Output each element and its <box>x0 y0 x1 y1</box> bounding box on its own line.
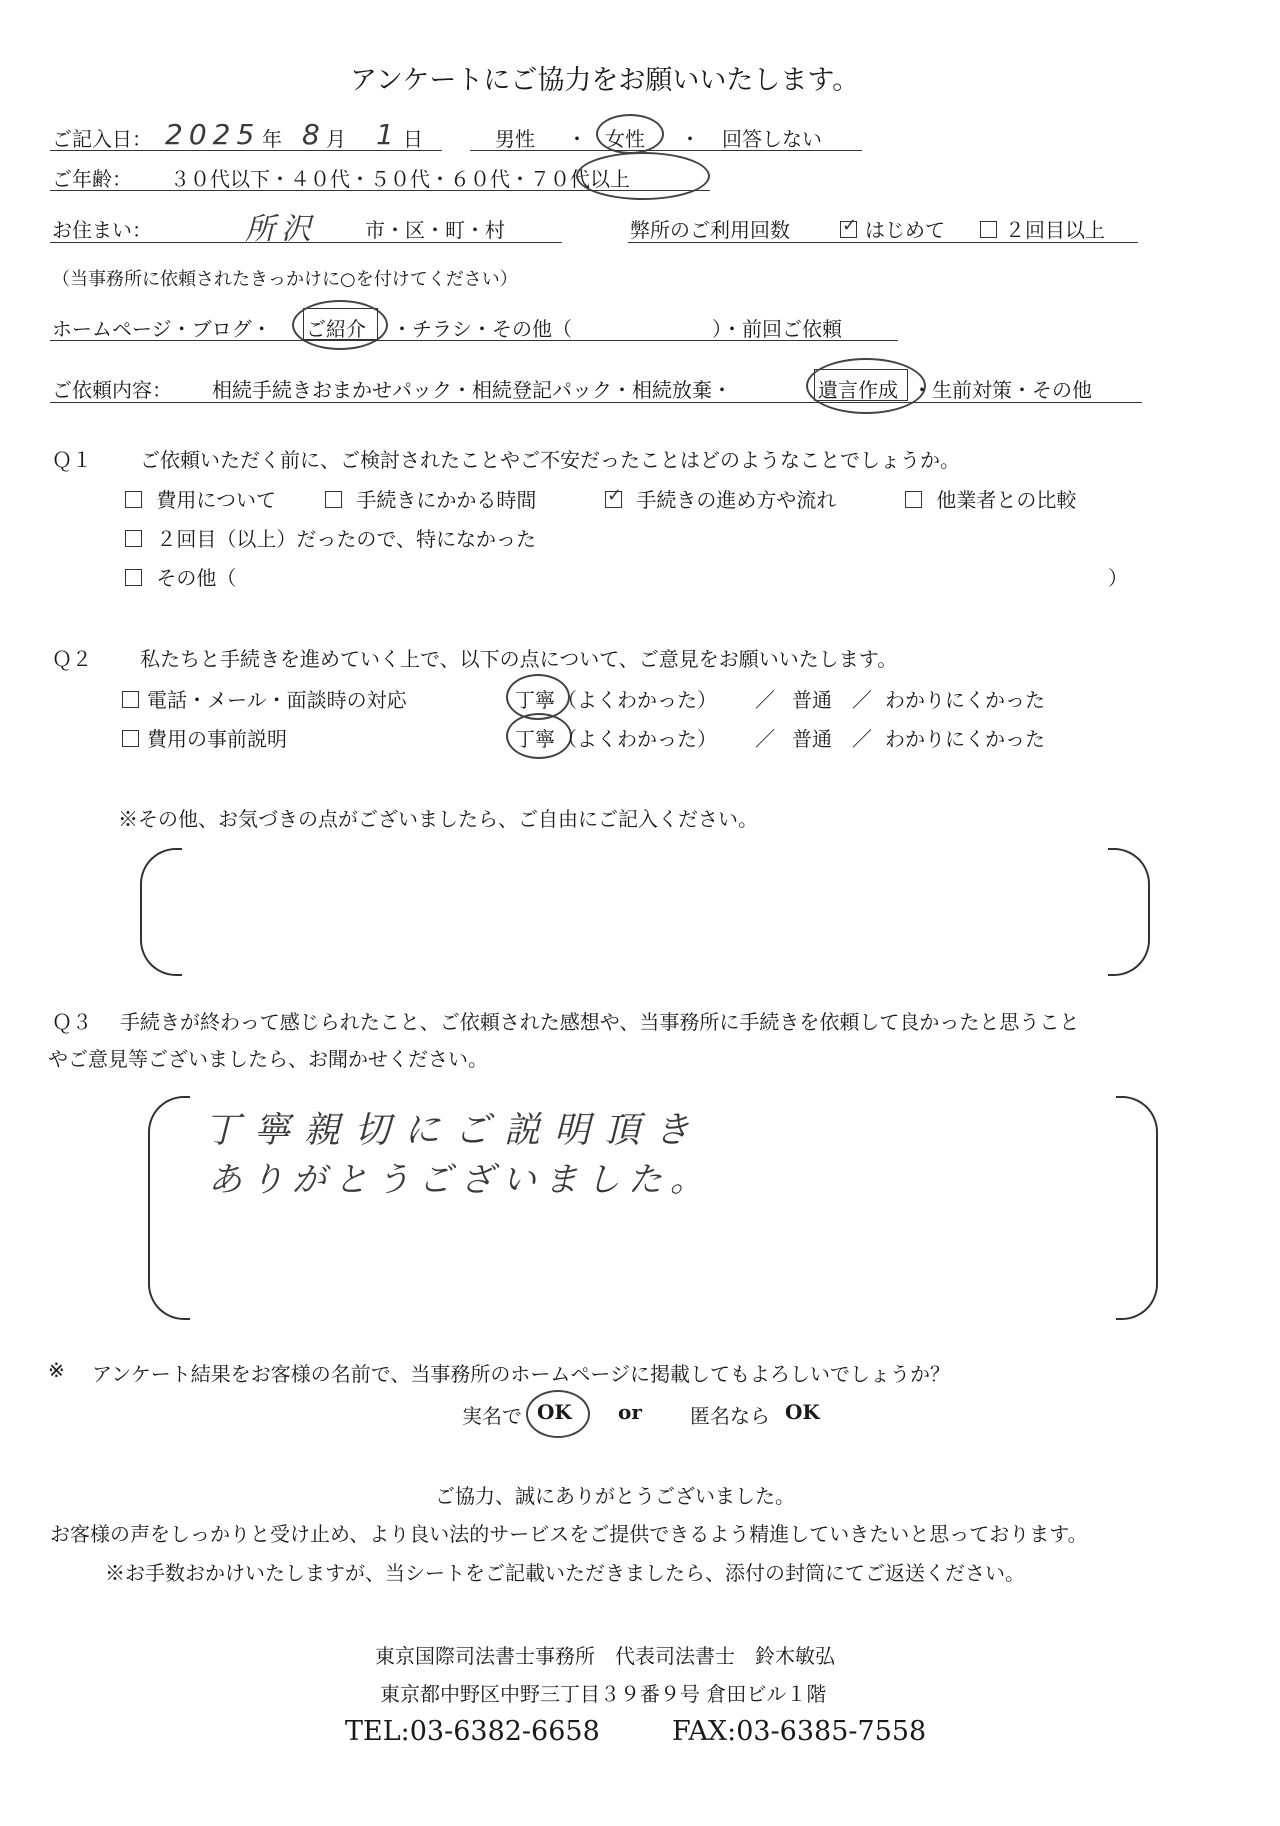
q2-row1-label: 電話・メール・面談時の対応 <box>122 684 407 713</box>
closing-line3: ※お手数おかけいたしますが、当シートをご記載いただきましたら、添付の封筒にてご返送ください。 <box>105 1561 1025 1585</box>
q2-row1-polite-note: （よくわかった） <box>557 688 717 712</box>
entry-date-label: ご記入日： <box>52 127 152 151</box>
q3-answer-line2: ありがとうございました。 <box>208 1160 712 1200</box>
female-circle-mark <box>596 114 664 154</box>
request-options-b: ・生前対策・その他 <box>912 378 1092 402</box>
q1-second-checkbox[interactable] <box>125 530 142 547</box>
right-bracket <box>1108 848 1150 976</box>
q2-row2-slash: ／ <box>755 727 775 751</box>
q2-row1-checkbox[interactable] <box>122 691 139 708</box>
q3-question-line1: 手続きが終わって感じられたこと、ご依頼された感想や、当事務所に手続きを依頼して良かったと思うこと <box>120 1010 1080 1034</box>
publish-question: アンケート結果をお客様の名前で、当事務所のホームページに掲載してもよろしいでしょうか？ <box>92 1362 950 1386</box>
real-ok-circle-mark <box>526 1390 590 1438</box>
publish-real-ok[interactable]: OK <box>537 1400 572 1424</box>
q2-row1-normal: 普通 <box>792 688 832 712</box>
q1-cost-checkbox[interactable] <box>125 491 142 508</box>
age-options: ３０代以下・４０代・５０代・６０代・７０代以上 <box>170 167 630 191</box>
right-bracket <box>1116 1096 1158 1320</box>
q2-row2-hard: わかりにくかった <box>885 727 1045 751</box>
q2-row2-checkbox[interactable] <box>122 730 139 747</box>
gender-sep: ・ <box>680 127 700 151</box>
q1-number: Ｑ１ <box>52 448 92 472</box>
entry-year: 2025 <box>165 118 261 151</box>
q2-row2-polite: 丁寧 <box>515 727 555 751</box>
q2-row2-label: 費用の事前説明 <box>122 723 287 752</box>
gender-female: 女性 <box>605 127 645 151</box>
q2-row1-slash: ／ <box>852 688 872 712</box>
checkmark-icon: ✓ <box>842 215 858 236</box>
date-underline <box>50 150 442 151</box>
page-title: アンケートにご協力をお願いいたします。 <box>350 65 860 96</box>
residence-label: お住まい： <box>52 218 152 242</box>
q1-other-checkbox[interactable] <box>125 569 142 586</box>
age-underline <box>50 190 710 191</box>
usage-second-option: ２回目以上 <box>980 214 1105 243</box>
trigger-rest: ・チラシ・その他（ ）・前回ご依頼 <box>392 317 842 341</box>
publish-real-name: 実名で <box>462 1404 522 1428</box>
left-bracket <box>140 848 182 976</box>
q1-option-cost: 費用について <box>125 484 276 513</box>
office-fax: FAX:03-6385-7558 <box>672 1716 927 1747</box>
trigger-hp-blog: ホームページ・ブログ・ <box>52 317 272 341</box>
checkmark-icon: ✓ <box>607 485 623 506</box>
trigger-referral: ご紹介 <box>306 317 366 341</box>
q1-option-second: ２回目（以上）だったので、特になかった <box>125 523 536 552</box>
usage-underline <box>628 242 1138 243</box>
q2-other-prompt: ※その他、お気づきの点がございましたら、ご自由にご記入ください。 <box>118 807 758 831</box>
q1-option-compare: 他業者との比較 <box>905 484 1076 513</box>
year-unit: 年 <box>262 127 282 151</box>
referral-circle-mark <box>292 300 388 350</box>
trigger-note: （当事務所に依頼されたきっかけに○を付けてください） <box>52 269 518 290</box>
month-unit: 月 <box>326 127 346 151</box>
usage-second-checkbox[interactable] <box>980 221 997 238</box>
q1-flow-checkbox[interactable] <box>605 485 623 508</box>
gender-no-answer: 回答しない <box>722 127 822 151</box>
q3-question-line2: やご意見等ございましたら、お聞かせください。 <box>48 1047 488 1071</box>
request-label: ご依頼内容： <box>52 378 172 402</box>
closing-line2: お客様の声をしっかりと受け止め、より良い法的サービスをご提供できるよう精進していきたいと思っております。 <box>50 1522 1088 1546</box>
q1-compare-checkbox[interactable] <box>905 491 922 508</box>
q3-answer-line1: 丁寧親切にご説明頂き <box>204 1110 705 1151</box>
publish-anon-ok[interactable]: OK <box>785 1400 820 1424</box>
request-options-a: 相続手続きおまかせパック・相続登記パック・相続放棄・ <box>212 378 732 402</box>
usage-first-option: ✓ はじめて <box>842 215 945 242</box>
q1-other-close: ） <box>1108 566 1128 590</box>
day-unit: 日 <box>403 127 423 151</box>
usage-first-checkbox[interactable] <box>840 215 858 238</box>
q1-question: ご依頼いただく前に、ご検討されたことやご不安だったことはどのようなことでしょうか。 <box>140 448 960 472</box>
q2-row1-hard: わかりにくかった <box>885 688 1045 712</box>
request-underline <box>50 402 1142 403</box>
publish-mark: ※ <box>48 1358 65 1382</box>
q2-comment-area[interactable] <box>140 848 1150 976</box>
request-selected: 遺言作成 <box>818 378 898 402</box>
q2-row2-polite-note: （よくわかった） <box>557 727 717 751</box>
age-label: ご年齢： <box>52 167 132 191</box>
residence-suffix: 市・区・町・村 <box>365 218 505 242</box>
office-tel: TEL:03-6382-6658 <box>345 1716 600 1747</box>
q2-number: Ｑ２ <box>52 647 92 671</box>
usage-label: 弊所のご利用回数 <box>630 218 790 242</box>
entry-day: 1 <box>376 118 400 151</box>
q2-row1-polite: 丁寧 <box>515 688 555 712</box>
left-bracket <box>148 1096 190 1320</box>
q1-option-other: その他（ <box>125 562 236 591</box>
trigger-underline <box>50 340 898 341</box>
q3-number: Ｑ３ <box>52 1010 92 1034</box>
q2-row2-slash: ／ <box>852 727 872 751</box>
entry-month: 8 <box>302 118 326 151</box>
q2-question: 私たちと手続きを進めていく上で、以下の点について、ご意見をお願いいたします。 <box>140 647 898 671</box>
q2-row1-slash: ／ <box>755 688 775 712</box>
gender-male: 男性 <box>495 127 535 151</box>
office-address: 東京都中野区中野三丁目３９番９号 倉田ビル１階 <box>380 1682 827 1706</box>
age-circle-mark <box>576 152 710 200</box>
office-name: 東京国際司法書士事務所 代表司法書士 鈴木敏弘 <box>375 1644 835 1668</box>
publish-or: or <box>618 1400 642 1424</box>
q1-time-checkbox[interactable] <box>325 491 342 508</box>
request-circle-mark <box>806 358 926 414</box>
closing-line1: ご協力、誠にありがとうございました。 <box>435 1484 795 1508</box>
q2-row2-normal: 普通 <box>792 727 832 751</box>
residence-underline <box>50 242 562 243</box>
q3-answer-area[interactable] <box>148 1096 1158 1320</box>
residence-value: 所沢 <box>245 212 317 247</box>
gender-sep: ・ <box>567 127 587 151</box>
gender-underline <box>470 150 862 151</box>
q1-option-time: 手続きにかかる時間 <box>325 484 536 513</box>
q1-option-flow: ✓ 手続きの進め方や流れ <box>607 485 837 512</box>
publish-anonymous: 匿名なら <box>690 1404 770 1428</box>
